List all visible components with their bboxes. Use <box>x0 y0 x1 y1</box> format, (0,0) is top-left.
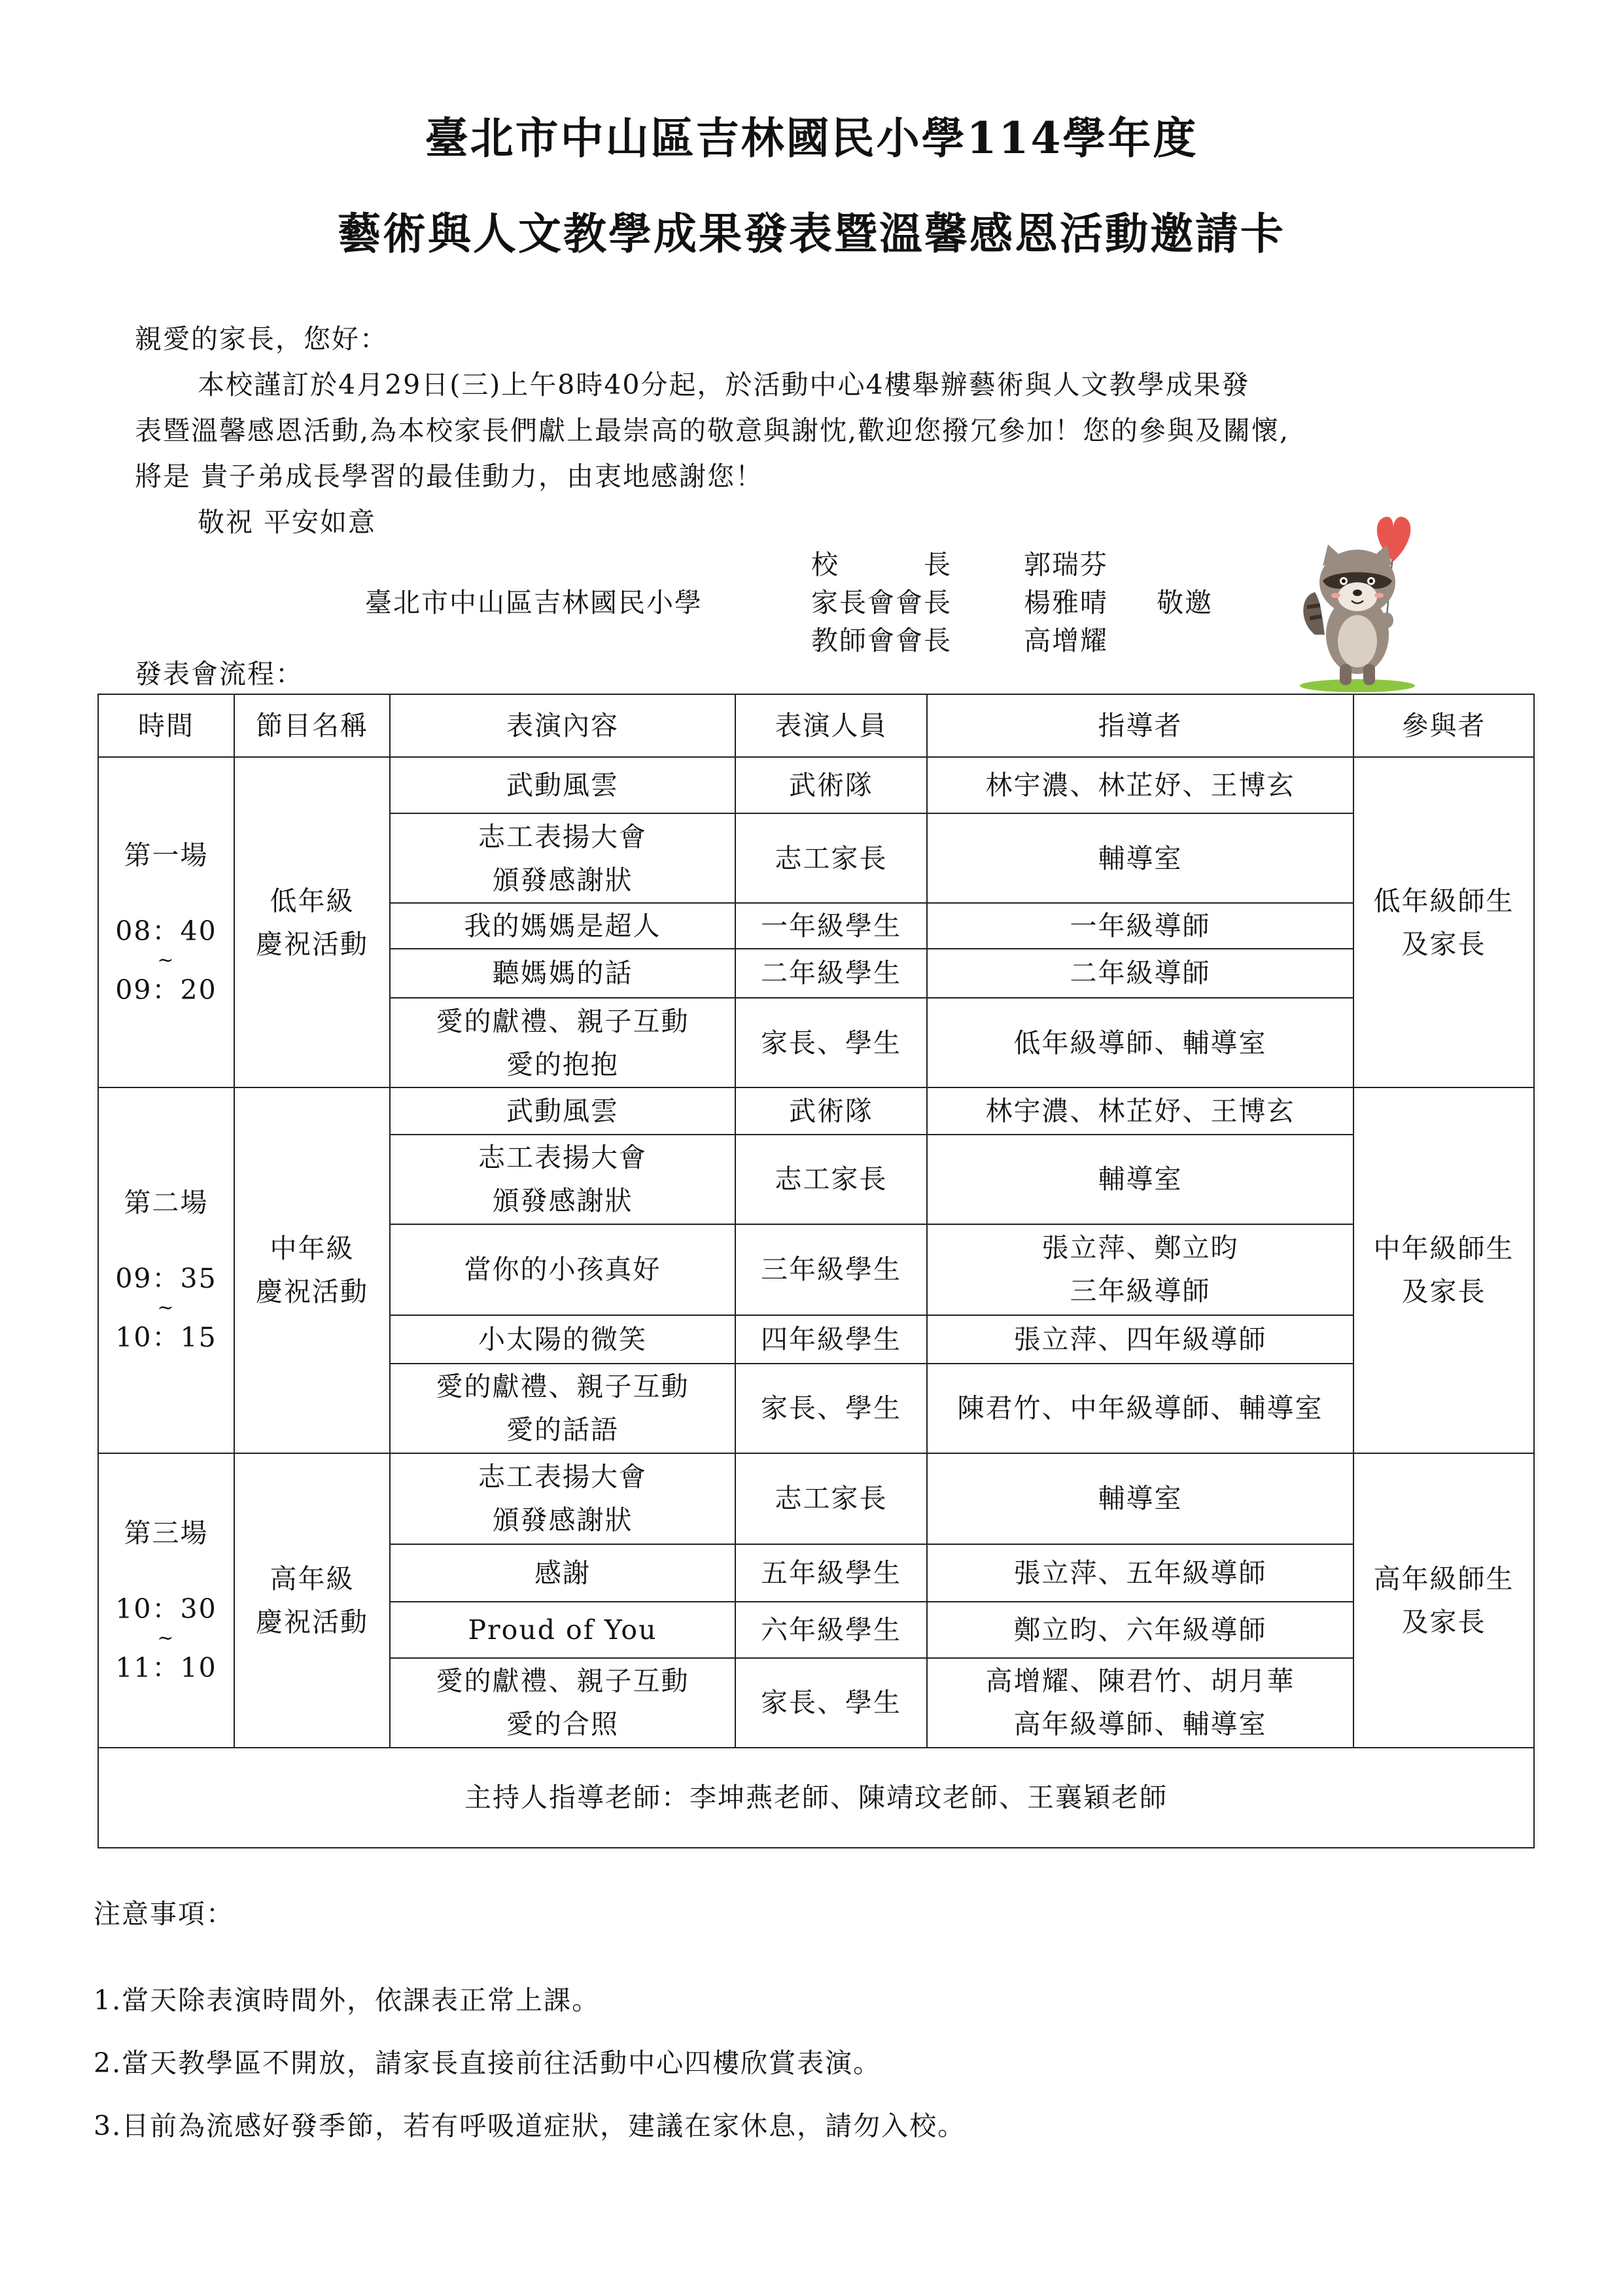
performers: 志工家長 <box>735 1453 927 1544</box>
performance-content: 愛的獻禮、親子互動 愛的話語 <box>390 1364 735 1453</box>
signature-school: 臺北市中山區吉林國民小學 <box>365 587 703 618</box>
performance-content: 志工表揚大會 頒發感謝狀 <box>390 813 735 903</box>
performance-content: 我的媽媽是超人 <box>390 903 735 949</box>
session-tilde: ~ <box>157 948 175 972</box>
performers: 家長、學生 <box>735 998 927 1087</box>
header-content: 表演內容 <box>390 694 735 757</box>
performance-content: 志工表揚大會 頒發感謝狀 <box>390 1453 735 1544</box>
instructor: 林宇濃、林芷妤、王博玄 <box>927 757 1353 813</box>
signer-title-parents: 家長會會長 <box>811 587 952 618</box>
instructor: 輔導室 <box>927 1453 1353 1544</box>
greeting: 親愛的家長，您好： <box>135 323 388 355</box>
performers: 武術隊 <box>735 1087 927 1135</box>
performance-content: 感謝 <box>390 1544 735 1602</box>
instructor: 林宇濃、林芷妤、王博玄 <box>927 1087 1353 1135</box>
note-item-1: 1.當天除表演時間外，依課表正常上課。 <box>94 1985 601 2016</box>
header-program: 節目名稱 <box>234 694 390 757</box>
session-time-cell <box>98 1087 234 1453</box>
raccoon-heart-illustration <box>1295 504 1420 694</box>
performers: 六年級學生 <box>735 1602 927 1658</box>
table-row <box>98 757 1534 813</box>
performance-content: 愛的獻禮、親子互動 愛的合照 <box>390 1658 735 1748</box>
performers: 武術隊 <box>735 757 927 813</box>
instructor: 輔導室 <box>927 813 1353 903</box>
performers: 二年級學生 <box>735 949 927 998</box>
session-time-cell <box>98 1453 234 1748</box>
session-end: 10：15 <box>115 1322 217 1354</box>
title-line-2: 藝術與人文教學成果發表暨溫馨感恩活動邀請卡 <box>338 208 1285 259</box>
session-tilde: ~ <box>157 1296 175 1320</box>
instructor: 張立萍、五年級導師 <box>927 1544 1353 1602</box>
performance-content: Proud of You <box>390 1602 735 1658</box>
performers: 一年級學生 <box>735 903 927 949</box>
program-table-body <box>98 694 1534 1848</box>
host-teachers: 主持人指導老師：李坤燕老師、陳靖玟老師、王襄穎老師 <box>98 1748 1534 1848</box>
performance-content: 小太陽的微笑 <box>390 1315 735 1364</box>
note-item-3: 3.目前為流感好發季節，若有呼吸道症狀，建議在家休息，請勿入校。 <box>94 2110 966 2142</box>
instructor: 張立萍、四年級導師 <box>927 1315 1353 1364</box>
instructor: 一年級導師 <box>927 903 1353 949</box>
participants: 中年級師生 及家長 <box>1353 1087 1534 1453</box>
invite-word: 敬邀 <box>1157 587 1213 618</box>
program-label: 發表會流程： <box>135 658 304 690</box>
session-name: 第二場 <box>124 1187 209 1219</box>
instructor: 鄭立昀、六年級導師 <box>927 1602 1353 1658</box>
signer-name-principal: 郭瑞芬 <box>1024 549 1108 580</box>
performers: 家長、學生 <box>735 1658 927 1748</box>
instructor: 二年級導師 <box>927 949 1353 998</box>
performers: 志工家長 <box>735 813 927 903</box>
header-instructor: 指導者 <box>927 694 1353 757</box>
instructor: 輔導室 <box>927 1135 1353 1224</box>
table-header-row <box>98 694 1534 757</box>
performance-content: 聽媽媽的話 <box>390 949 735 998</box>
session-program-name: 低年級 慶祝活動 <box>234 757 390 1087</box>
session-start: 10：30 <box>115 1593 217 1625</box>
instructor: 張立萍、鄭立昀 三年級導師 <box>927 1224 1353 1315</box>
body-line-3: 將是 貴子弟成長學習的最佳動力，由衷地感謝您！ <box>135 461 764 492</box>
session-time-cell <box>98 757 234 1087</box>
header-participants: 參與者 <box>1353 694 1534 757</box>
performers: 志工家長 <box>735 1135 927 1224</box>
program-table <box>97 694 1535 1848</box>
session-start: 09：35 <box>115 1263 217 1295</box>
performers: 家長、學生 <box>735 1364 927 1453</box>
performers: 四年級學生 <box>735 1315 927 1364</box>
performers: 五年級學生 <box>735 1544 927 1602</box>
session-program-name: 高年級 慶祝活動 <box>234 1453 390 1748</box>
session-start: 08：40 <box>115 915 217 947</box>
note-item-2: 2.當天教學區不開放，請家長直接前往活動中心四樓欣賞表演。 <box>94 2047 882 2079</box>
signer-title-teachers: 教師會會長 <box>811 625 952 656</box>
signer-name-parents: 楊雅晴 <box>1024 587 1108 618</box>
performers: 三年級學生 <box>735 1224 927 1315</box>
performance-content: 武動風雲 <box>390 757 735 813</box>
session-end: 09：20 <box>115 974 217 1006</box>
title-line-1: 臺北市中山區吉林國民小學114學年度 <box>425 113 1198 164</box>
session-name: 第一場 <box>124 839 209 871</box>
header-performers: 表演人員 <box>735 694 927 757</box>
instructor: 高增耀、陳君竹、胡月華 高年級導師、輔導室 <box>927 1658 1353 1748</box>
header-time: 時間 <box>98 694 234 757</box>
body-line-2: 表暨溫馨感恩活動,為本校家長們獻上最崇高的敬意與謝忱,歡迎您撥冗參加！您的參與及關懷, <box>135 415 1290 446</box>
closing: 敬祝 平安如意 <box>198 506 377 538</box>
session-tilde: ~ <box>157 1626 175 1650</box>
session-end: 11：10 <box>115 1651 217 1684</box>
signer-title-principal: 校 長 <box>811 549 952 580</box>
host-row <box>98 1748 1534 1848</box>
signer-name-teachers: 高增耀 <box>1024 625 1108 656</box>
table-row <box>98 1087 1534 1135</box>
performance-content: 武動風雲 <box>390 1087 735 1135</box>
performance-content: 當你的小孩真好 <box>390 1224 735 1315</box>
notes-heading: 注意事項： <box>94 1898 234 1930</box>
participants: 高年級師生 及家長 <box>1353 1453 1534 1748</box>
performance-content: 愛的獻禮、親子互動 愛的抱抱 <box>390 998 735 1087</box>
participants: 低年級師生 及家長 <box>1353 757 1534 1087</box>
instructor: 陳君竹、中年級導師、輔導室 <box>927 1364 1353 1453</box>
session-program-name: 中年級 慶祝活動 <box>234 1087 390 1453</box>
table-row <box>98 1453 1534 1544</box>
body-line-1: 本校謹訂於4月29日(三)上午8時40分起，於活動中心4樓舉辦藝術與人文教學成果發 <box>198 369 1250 400</box>
session-name: 第三場 <box>124 1517 209 1549</box>
instructor: 低年級導師、輔導室 <box>927 998 1353 1087</box>
performance-content: 志工表揚大會 頒發感謝狀 <box>390 1135 735 1224</box>
